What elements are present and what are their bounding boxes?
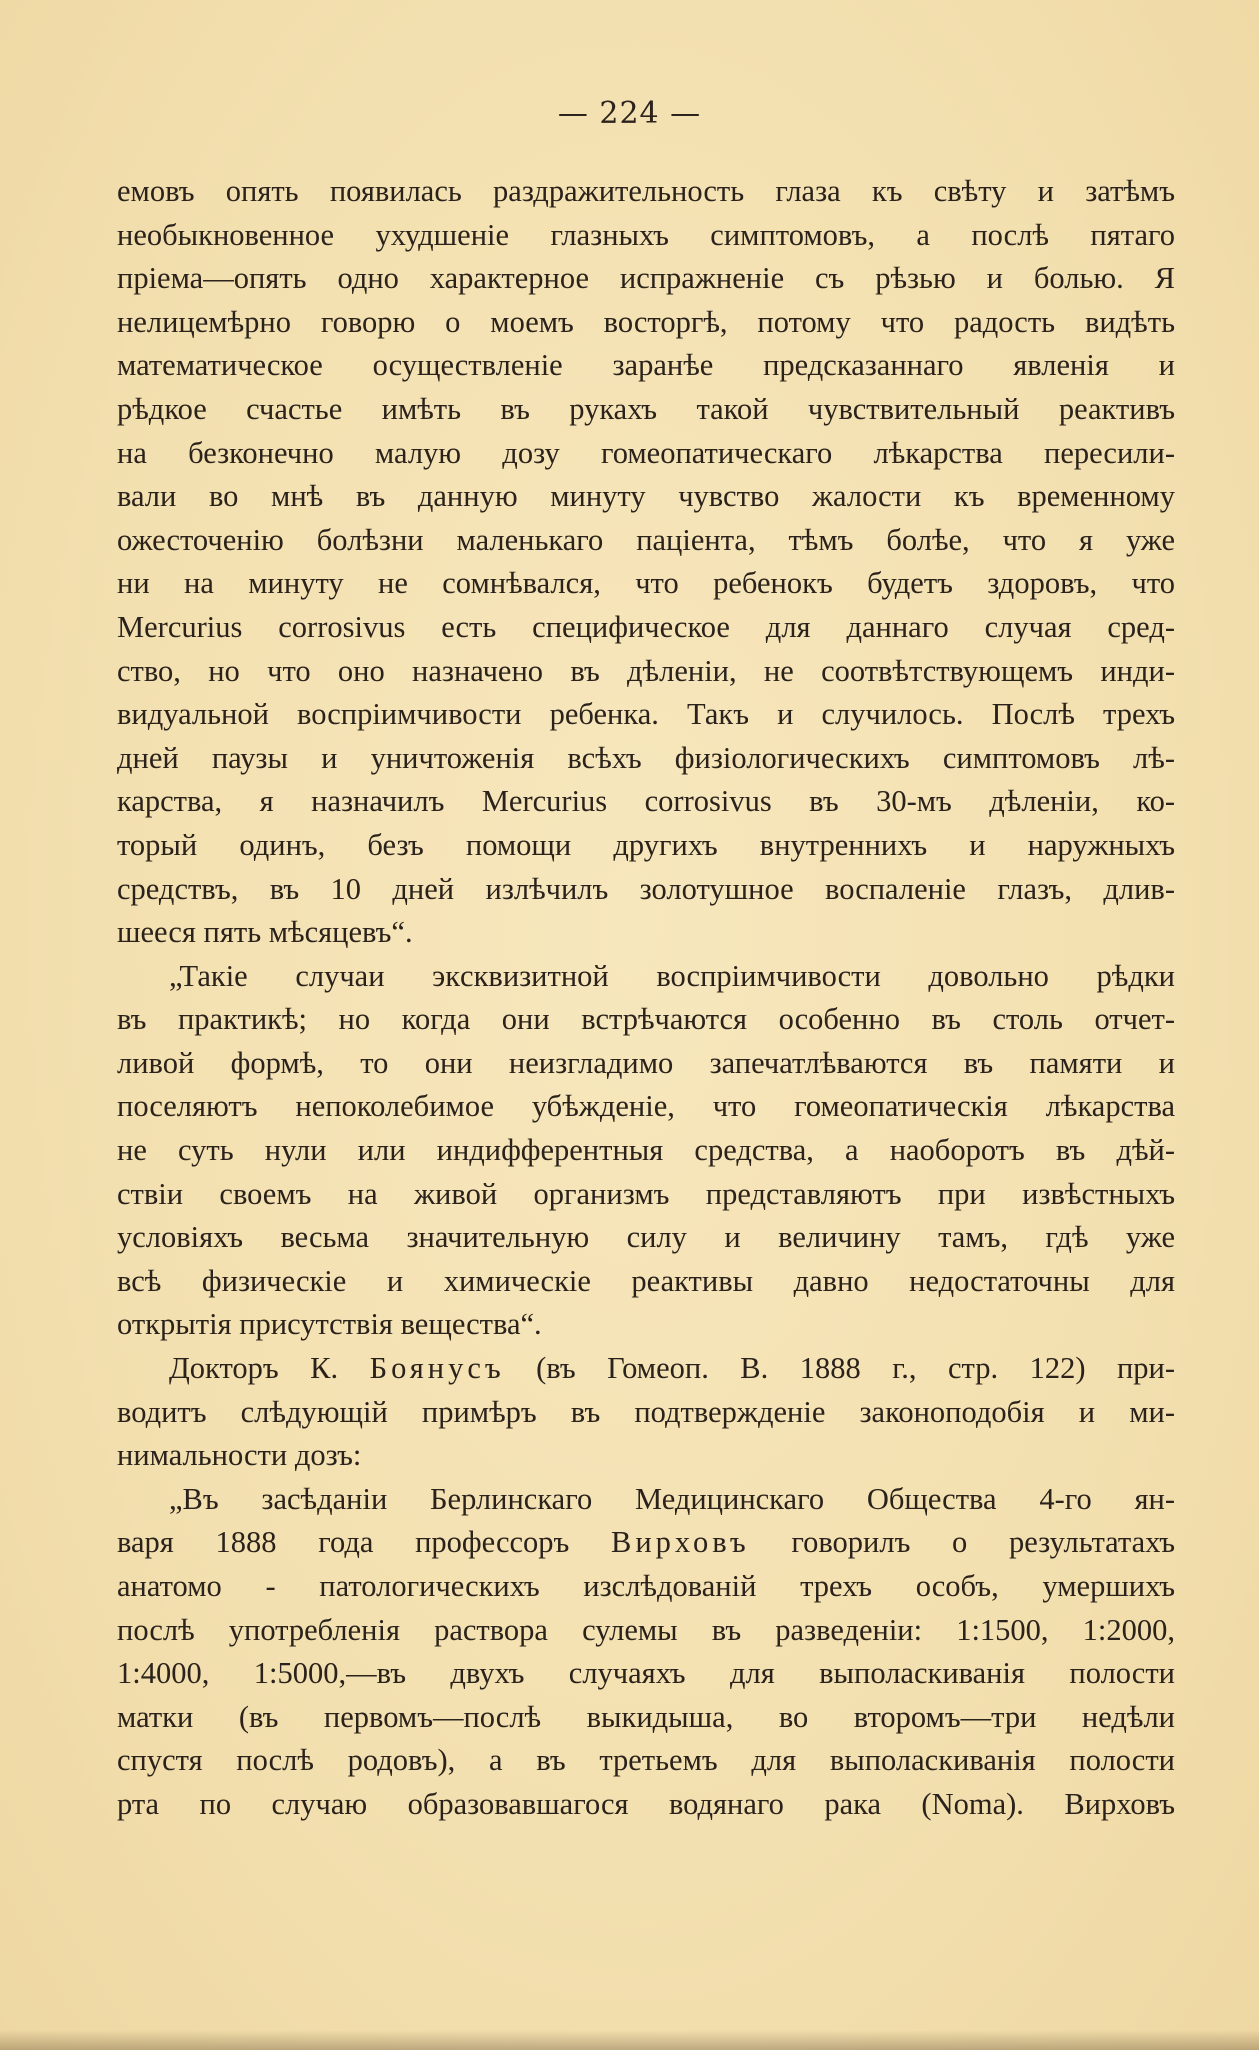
text-line: нелицемѣрно говорю о моемъ восторгѣ, потому что радость видѣть bbox=[117, 304, 1175, 339]
text-line: ожесточенію болѣзни маленькаго паціента, тѣмъ болѣе, что я уже bbox=[117, 522, 1175, 557]
text-line: шееся пять мѣсяцевъ“. bbox=[117, 915, 413, 950]
text-line: математическое осуществленіе заранѣе предсказаннаго явленія и bbox=[117, 348, 1175, 383]
text-line: дней паузы и уничтоженія всѣхъ физіологическихъ симптомовъ лѣ- bbox=[117, 740, 1175, 775]
text-line: рта по случаю образовавшагося водянаго рака (Noma). Вирховъ bbox=[117, 1786, 1175, 1821]
page-edge-shadow bbox=[0, 2030, 1259, 2050]
emphasized-name: Боянусъ bbox=[369, 1351, 505, 1386]
text-line: нимальности дозъ: bbox=[117, 1438, 362, 1473]
text-line: Mercurius corrosivus есть специфическое для даннаго случая сред- bbox=[117, 609, 1175, 644]
emphasized-name: Вирховъ bbox=[611, 1525, 750, 1560]
text-line: поселяютъ непоколебимое убѣжденіе, что гомеопатическія лѣкарства bbox=[117, 1089, 1175, 1124]
text-line: Докторъ К. Боянусъ (въ Гомеоп. В. 1888 г., стр. 122) при- bbox=[169, 1351, 1175, 1386]
text-line: ствіи своемъ на живой организмъ представляютъ при извѣстныхъ bbox=[117, 1176, 1175, 1211]
text-line: карства, я назначилъ Mercurius corrosivus въ 30-мъ дѣленіи, ко- bbox=[117, 784, 1175, 819]
text-line: 1:4000, 1:5000,—въ двухъ случаяхъ для выполаскиванія полости bbox=[117, 1656, 1175, 1691]
text-line: видуальной воспріимчивости ребенка. Такъ и случилось. Послѣ трехъ bbox=[117, 697, 1175, 732]
text-line: анатомо - патологическихъ изслѣдованій трехъ особъ, умершихъ bbox=[117, 1569, 1175, 1603]
text-line: на безконечно малую дозу гомеопатическаго лѣкарства пересили- bbox=[117, 435, 1175, 470]
text-line: „Такіе случаи экcквизитной воспріимчивости довольно рѣдки bbox=[169, 958, 1175, 993]
text-line: торый одинъ, безъ помощи другихъ внутреннихъ и наружныхъ bbox=[117, 827, 1175, 862]
text-line: всѣ физическіе и химическіе реактивы давно недостаточны для bbox=[117, 1263, 1175, 1298]
text-line: ливой формѣ, то они неизгладимо запечатлѣваются въ памяти и bbox=[117, 1045, 1175, 1080]
text-line: необыкновенное ухудшеніе глазныхъ симптомовъ, а послѣ пятаго bbox=[117, 217, 1175, 252]
text-line: не суть нули или индифферентныя средства, а наоборотъ въ дѣй- bbox=[117, 1133, 1175, 1168]
text-line: пріема—опять одно характерное испражненіе съ рѣзью и болью. Я bbox=[117, 261, 1175, 296]
text-line: рѣдкое счастье имѣть въ рукахъ такой чувствительный реактивъ bbox=[117, 391, 1175, 426]
text-line: варя 1888 года профессоръ Вирховъ говорилъ о результатахъ bbox=[117, 1525, 1175, 1560]
text-line: спустя послѣ родовъ), а въ третьемъ для выполаскиванія полости bbox=[117, 1743, 1175, 1778]
text-line: въ практикѣ; но когда они встрѣчаются особенно въ столь отчет- bbox=[117, 1002, 1175, 1037]
text-line: матки (въ первомъ—послѣ выкидыша, во второмъ—три недѣли bbox=[117, 1699, 1175, 1734]
text-line: вали во мнѣ въ данную минуту чувство жалости къ временному bbox=[117, 479, 1175, 514]
text-line: ство, но что оно назначено въ дѣленіи, не соотвѣтствующемъ инди- bbox=[117, 653, 1175, 688]
text-line: водитъ слѣдующій примѣръ въ подтвержденіе законоподобія и ми- bbox=[117, 1394, 1175, 1429]
text-line: ни на минуту не сомнѣвался, что ребенокъ будетъ здоровъ, что bbox=[117, 566, 1175, 601]
text-line: открытія присутствія вещества“. bbox=[117, 1307, 542, 1342]
text-line: средствъ, въ 10 дней излѣчилъ золотушное воспаленіе глазъ, длив- bbox=[117, 871, 1175, 906]
page-number: — 224 — bbox=[557, 96, 702, 131]
text-line: емовъ опять появилась раздражительность глаза къ свѣту и затѣмъ bbox=[117, 174, 1175, 208]
text-line: условіяхъ весьма значительную силу и величину тамъ, гдѣ уже bbox=[117, 1220, 1175, 1255]
text-line: „Въ засѣданіи Берлинскаго Медицинскаго Общества 4-го ян- bbox=[169, 1481, 1175, 1516]
text-line: послѣ употребленія раствора сулемы въ разведеніи: 1:1500, 1:2000, bbox=[117, 1612, 1175, 1647]
body-text bbox=[117, 170, 1175, 1827]
